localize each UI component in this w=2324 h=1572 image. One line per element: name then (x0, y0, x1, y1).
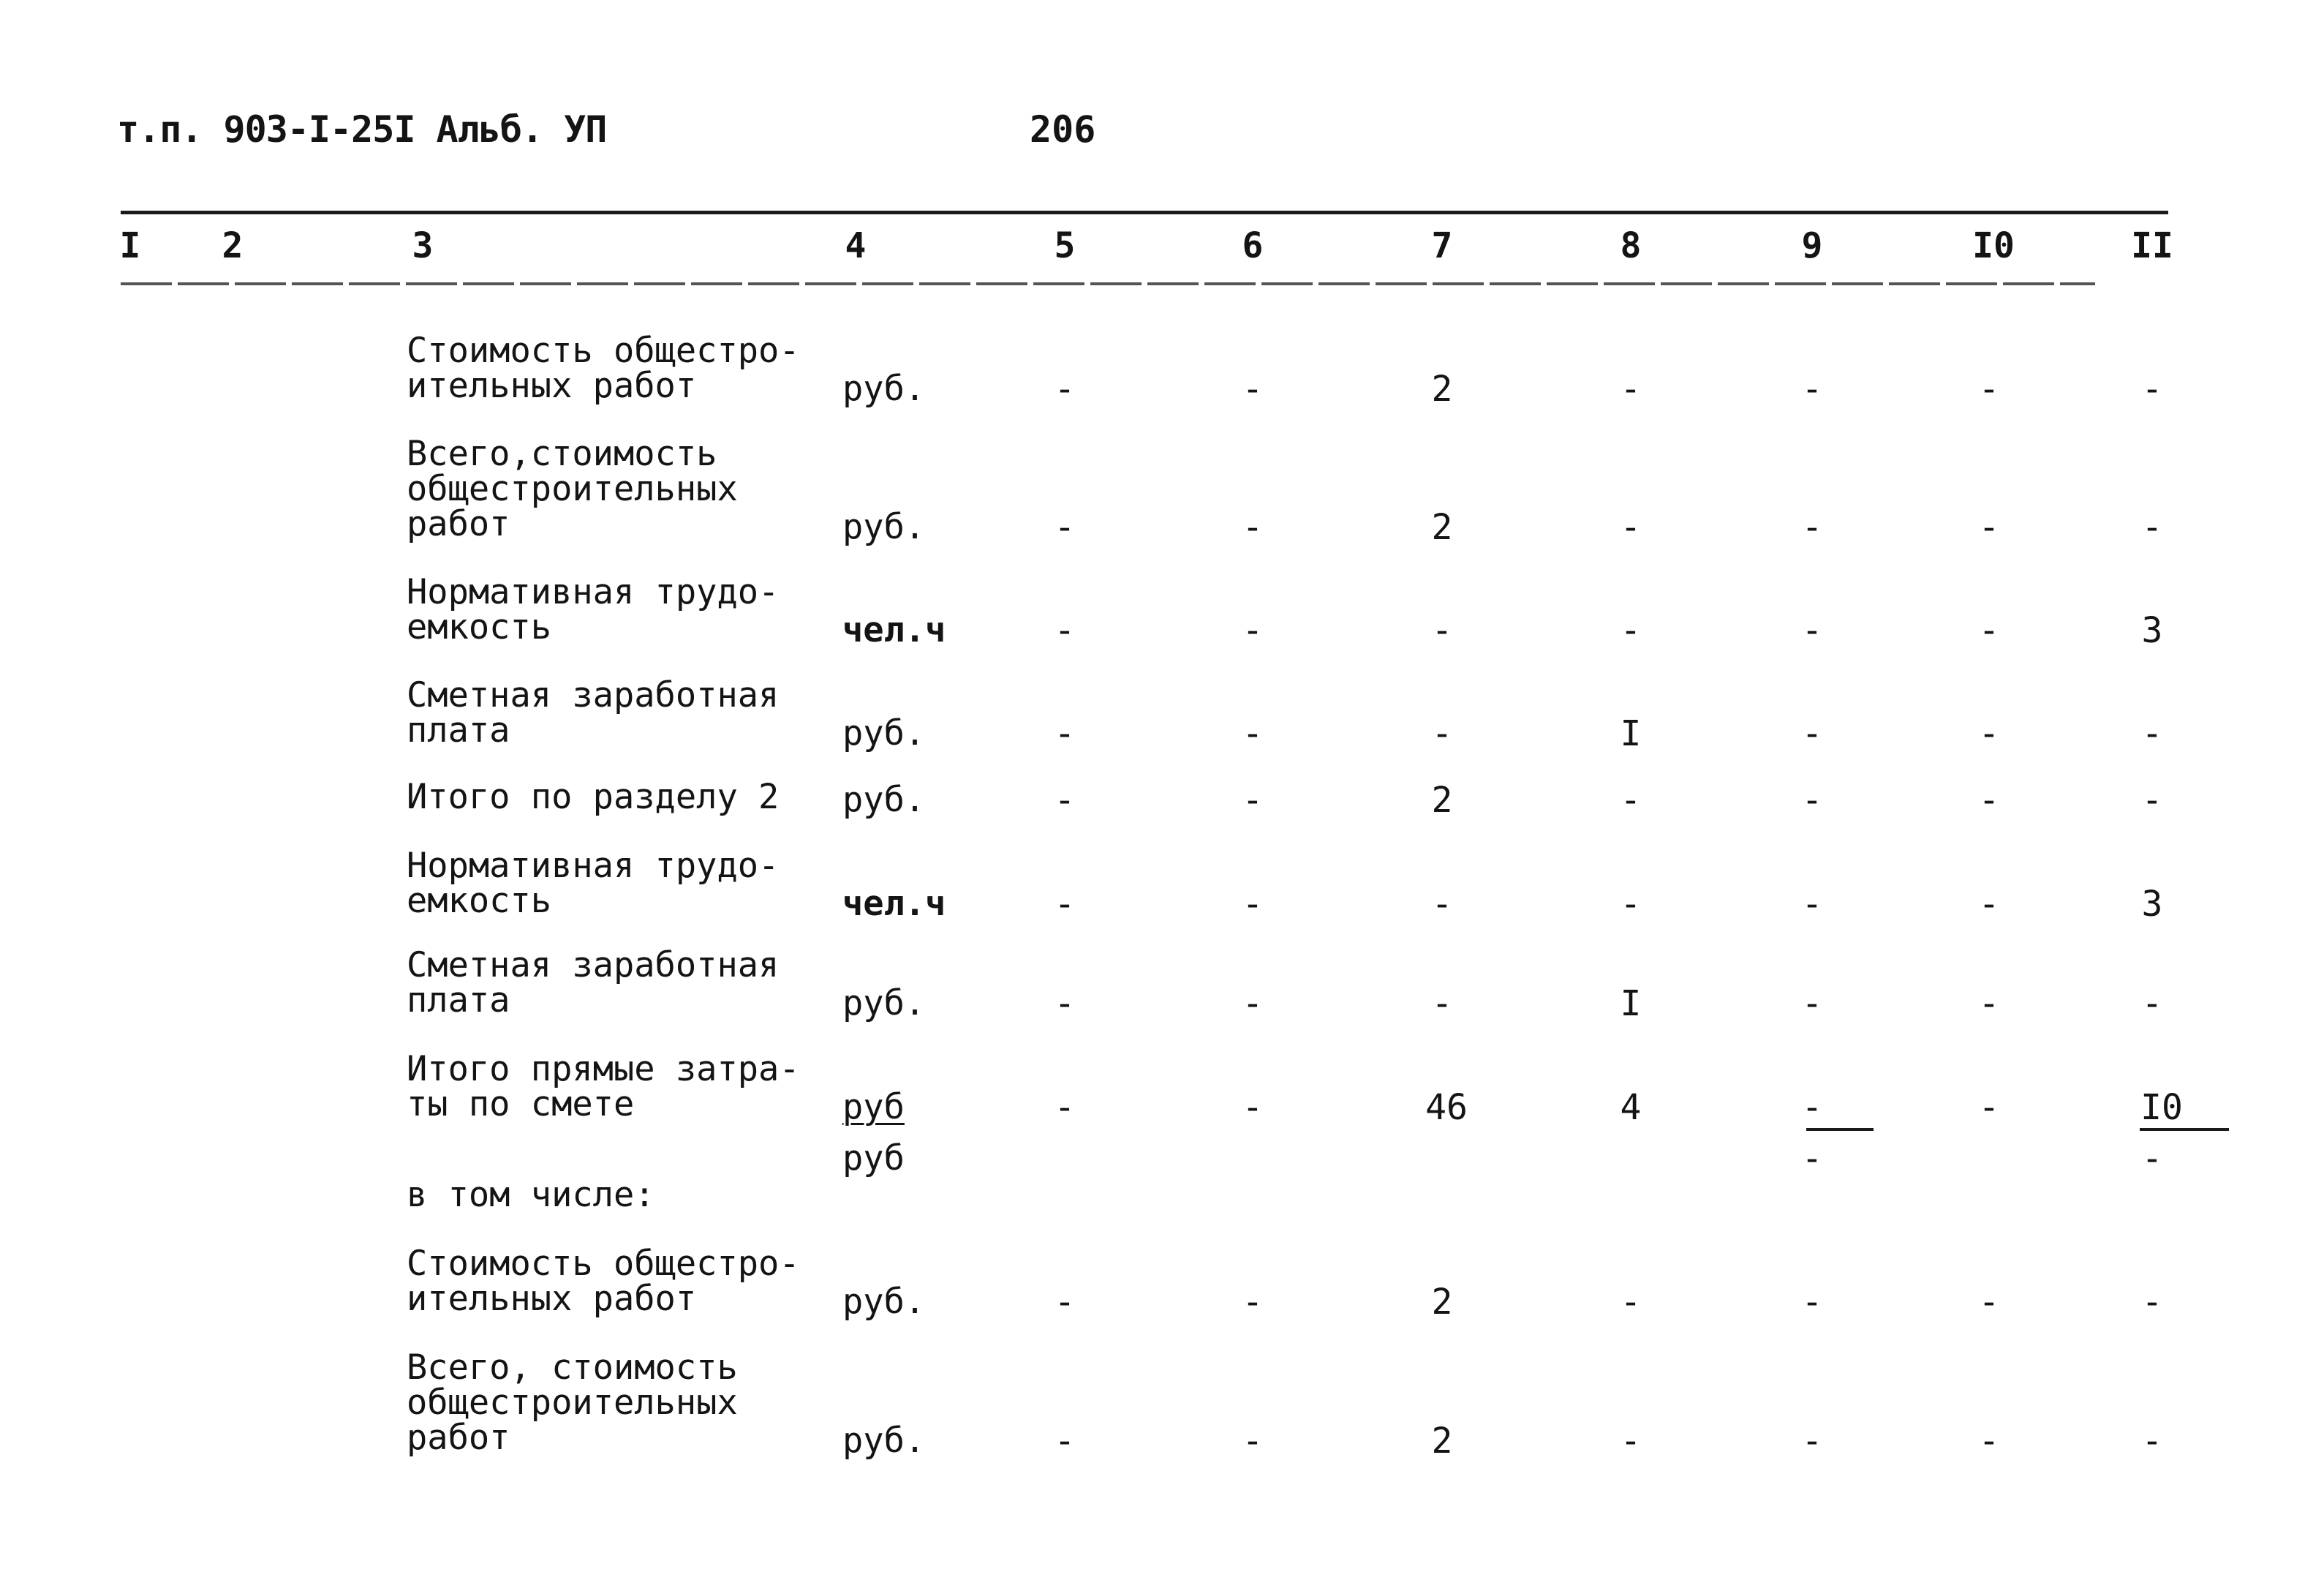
row-unit: руб (842, 1087, 905, 1127)
cell-col10: - (1978, 610, 2000, 651)
cell-col8: - (1620, 507, 1642, 548)
cell-col10: - (1978, 507, 2000, 548)
row-unit-secondary: руб (842, 1138, 905, 1178)
table-header-rule (121, 282, 2095, 285)
cell-col11: - (2141, 507, 2163, 548)
row-label: Стоимость общестро- ительных работ (407, 1244, 800, 1319)
cell-col7: 2 (1431, 780, 1453, 821)
cell-col11: 3 (2141, 884, 2163, 925)
cell-col11: - (2141, 713, 2163, 754)
cell-col11: I0 (2140, 1087, 2183, 1128)
row-unit: руб. (842, 1282, 926, 1322)
cell-col6: - (1242, 610, 1264, 651)
row-label: Всего, стоимость общестроительных работ (407, 1347, 738, 1458)
cell-col7: 46 (1425, 1087, 1468, 1128)
section-note: в том числе: (407, 1175, 655, 1215)
row-label: Итого прямые затра- ты по смете (407, 1049, 800, 1124)
cell-col11-secondary: - (2141, 1138, 2163, 1179)
cell-col6: - (1242, 369, 1264, 410)
row-label: Нормативная трудо- емкость (407, 846, 780, 921)
cell-col5: - (1054, 983, 1076, 1024)
cell-col9: - (1801, 507, 1823, 548)
cell-col7: - (1431, 610, 1453, 651)
cell-col7: 2 (1431, 507, 1453, 548)
cell-col8: I (1620, 713, 1642, 754)
cell-col5: - (1054, 507, 1076, 548)
cell-col9-secondary: - (1801, 1138, 1823, 1179)
cell-col6: - (1242, 713, 1264, 754)
cell-col10: - (1978, 884, 2000, 925)
table-top-rule (121, 211, 2168, 214)
row-unit: руб. (842, 713, 926, 753)
row-label: Нормативная трудо- емкость (407, 572, 780, 647)
cell-col11: - (2141, 983, 2163, 1024)
cell-col9: - (1801, 369, 1823, 410)
cell-col5: - (1054, 1282, 1076, 1323)
cell-col8: - (1620, 369, 1642, 410)
cell-col8: - (1620, 1421, 1642, 1462)
cell-col6: - (1242, 507, 1264, 548)
row-label: Сметная заработная плата (407, 675, 780, 751)
cell-col8: - (1620, 1282, 1642, 1323)
cell-col11: - (2141, 1421, 2163, 1462)
cell-col8: - (1620, 780, 1642, 821)
column-header-5: 5 (1054, 225, 1076, 266)
row-unit: руб. (842, 1421, 926, 1461)
page-number: 206 (1030, 108, 1096, 151)
cell-col10: - (1978, 983, 2000, 1024)
row-unit: руб. (842, 507, 926, 547)
row-unit: руб. (842, 983, 926, 1023)
column-header-1: I (119, 225, 141, 266)
cell-col9: - (1801, 1282, 1823, 1323)
column-header-4: 4 (845, 225, 867, 266)
cell-col7: 2 (1431, 1282, 1453, 1323)
row-unit: руб. (842, 369, 926, 409)
cell-col9: - (1801, 713, 1823, 754)
row-label: Стоимость общестро- ительных работ (407, 331, 800, 406)
document-code: т.п. 903-I-25I Альб. УП (117, 108, 607, 151)
cell-col11: - (2141, 1282, 2163, 1323)
column-header-10: I0 (1972, 225, 2015, 266)
row-label: Всего,стоимость общестроительных работ (407, 434, 738, 544)
cell-col7: 2 (1431, 1421, 1453, 1462)
cell-col5: - (1054, 713, 1076, 754)
column-header-6: 6 (1242, 225, 1264, 266)
column-header-8: 8 (1620, 225, 1642, 266)
cell-col5: - (1054, 369, 1076, 410)
cell-col6: - (1242, 983, 1264, 1024)
cell-col8: - (1620, 610, 1642, 651)
fraction-line (1806, 1128, 1874, 1131)
cell-col9: - (1801, 610, 1823, 651)
column-header-7: 7 (1431, 225, 1453, 266)
column-header-2: 2 (222, 225, 244, 266)
cell-col7: 2 (1431, 369, 1453, 410)
cell-col11: - (2141, 369, 2163, 410)
cell-col10: - (1978, 1087, 2000, 1128)
cell-col6: - (1242, 1421, 1264, 1462)
cell-col10: - (1978, 713, 2000, 754)
cell-col10: - (1978, 780, 2000, 821)
cell-col9: - (1801, 1421, 1823, 1462)
cell-col7: - (1431, 713, 1453, 754)
cell-col5: - (1054, 884, 1076, 925)
row-unit: чел.ч (842, 884, 946, 924)
row-label: Итого по разделу 2 (407, 777, 780, 817)
cell-col5: - (1054, 1087, 1076, 1128)
row-label: Сметная заработная плата (407, 945, 780, 1020)
column-header-9: 9 (1801, 225, 1823, 266)
cell-col9: - (1801, 983, 1823, 1024)
cell-col8: I (1620, 983, 1642, 1024)
cell-col10: - (1978, 1282, 2000, 1323)
cell-col9: - (1801, 884, 1823, 925)
row-unit: руб. (842, 780, 926, 820)
column-header-11: II (2131, 225, 2173, 266)
cell-col11: 3 (2141, 610, 2163, 651)
cell-col8: 4 (1620, 1087, 1642, 1128)
cell-col7: - (1431, 983, 1453, 1024)
fraction-line (2140, 1128, 2229, 1131)
cell-col6: - (1242, 884, 1264, 925)
cell-col7: - (1431, 884, 1453, 925)
cell-col10: - (1978, 1421, 2000, 1462)
cell-col5: - (1054, 610, 1076, 651)
cell-col5: - (1054, 1421, 1076, 1462)
cell-col9: - (1801, 780, 1823, 821)
cell-col5: - (1054, 780, 1076, 821)
cell-col11: - (2141, 780, 2163, 821)
cell-col9: - (1801, 1087, 1823, 1128)
cell-col6: - (1242, 780, 1264, 821)
cell-col10: - (1978, 369, 2000, 410)
cell-col6: - (1242, 1282, 1264, 1323)
cell-col6: - (1242, 1087, 1264, 1128)
column-header-3: 3 (412, 225, 434, 266)
row-unit: чел.ч (842, 610, 946, 650)
cell-col8: - (1620, 884, 1642, 925)
